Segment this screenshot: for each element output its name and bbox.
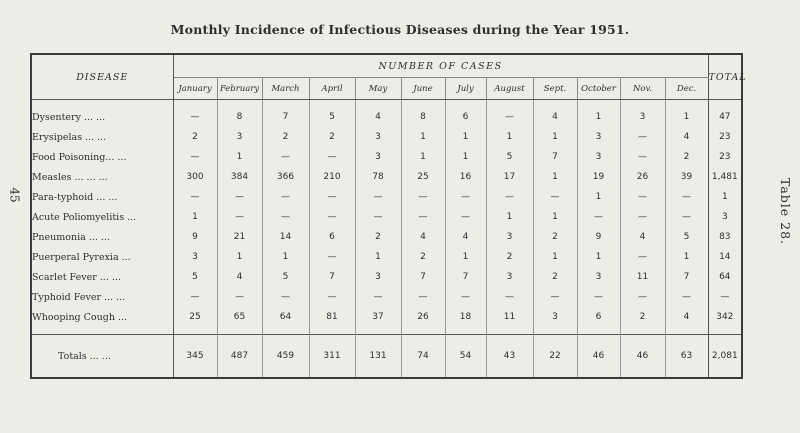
row-total-cell: 2,081 — [708, 335, 742, 379]
disease-name: Dysentery ... ... — [31, 107, 173, 127]
case-count-cell: 1 — [533, 247, 577, 267]
case-count-cell: 78 — [355, 167, 401, 187]
table-row — [31, 147, 742, 167]
case-count-cell: 1 — [401, 147, 445, 167]
case-count-cell: 2 — [309, 127, 355, 147]
row-total-cell: 1,481 — [708, 167, 742, 187]
case-count-cell: 3 — [620, 107, 665, 127]
case-count-cell: — — [401, 187, 445, 207]
infectious-diseases-table — [30, 53, 747, 379]
case-count-cell: — — [533, 287, 577, 307]
case-count-cell: 2 — [192, 132, 198, 142]
case-count-cell: 9 — [192, 232, 198, 242]
case-count-cell: 1 — [262, 247, 309, 267]
case-count-cell: 18 — [445, 307, 486, 327]
case-count-cell: 7 — [309, 267, 355, 287]
case-count-cell: — — [577, 287, 620, 307]
row-total-cell: 14 — [708, 247, 742, 267]
case-count-cell: 43 — [486, 335, 533, 379]
case-count-cell: — — [190, 292, 200, 302]
case-count-cell: 4 — [620, 227, 665, 247]
case-count-cell: 5 — [192, 272, 198, 282]
case-count-cell: — — [665, 187, 708, 207]
table-row — [31, 127, 742, 147]
month-header: June — [401, 78, 445, 100]
case-count-cell: 21 — [217, 227, 262, 247]
table-row — [31, 247, 742, 267]
disease-name: Food Poisoning... ... — [31, 147, 173, 167]
case-count-cell: — — [620, 287, 665, 307]
disease-name: Scarlet Fever ... ... — [31, 267, 173, 287]
row-total-cell: 1 — [708, 187, 742, 207]
case-count-cell: 3 — [577, 267, 620, 287]
case-count-cell: 3 — [217, 127, 262, 147]
case-count-cell: 19 — [577, 167, 620, 187]
case-count-cell: — — [217, 287, 262, 307]
case-count-cell: 1 — [486, 207, 533, 227]
case-count-cell: 7 — [445, 267, 486, 287]
case-count-cell: — — [309, 187, 355, 207]
case-count-cell: 1 — [401, 127, 445, 147]
case-count-cell: 345 — [173, 335, 217, 379]
totals-row — [31, 335, 742, 379]
month-header: April — [309, 78, 355, 100]
case-count-cell: 4 — [401, 227, 445, 247]
page-title: Monthly Incidence of Infectious Diseases during the Year 1951. — [170, 22, 630, 37]
disease-name: Para-typhoid ... ... — [31, 187, 173, 207]
case-count-cell: — — [217, 207, 262, 227]
month-header: Nov. — [620, 78, 665, 100]
table-row — [31, 207, 742, 227]
month-header: March — [262, 78, 309, 100]
case-count-cell: 311 — [309, 335, 355, 379]
case-count-cell: 63 — [665, 335, 708, 379]
row-total-cell: 23 — [708, 127, 742, 147]
case-count-cell: — — [445, 287, 486, 307]
case-count-cell: 1 — [486, 127, 533, 147]
table-row — [31, 187, 742, 207]
case-count-cell: 64 — [262, 307, 309, 327]
case-count-cell: 26 — [620, 167, 665, 187]
case-count-cell: 14 — [262, 227, 309, 247]
case-count-cell: 11 — [620, 267, 665, 287]
case-count-cell: — — [355, 187, 401, 207]
row-total-cell: — — [708, 287, 742, 307]
case-count-cell: — — [620, 207, 665, 227]
disease-column-header: DISEASE — [31, 54, 173, 100]
case-count-cell: 1 — [533, 127, 577, 147]
case-count-cell: 1 — [445, 247, 486, 267]
case-count-cell: 210 — [309, 167, 355, 187]
case-count-cell: — — [445, 207, 486, 227]
case-count-cell: 1 — [445, 127, 486, 147]
case-count-cell: 37 — [355, 307, 401, 327]
case-count-cell: 22 — [533, 335, 577, 379]
month-header: October — [577, 78, 620, 100]
case-count-cell: 1 — [192, 212, 198, 222]
case-count-cell: — — [355, 207, 401, 227]
row-total-cell: 47 — [708, 107, 742, 127]
spacer-row — [31, 100, 742, 108]
case-count-cell: 1 — [665, 107, 708, 127]
case-count-cell: 54 — [445, 335, 486, 379]
case-count-cell: 46 — [620, 335, 665, 379]
case-count-cell: 1 — [533, 207, 577, 227]
case-count-cell: 3 — [486, 267, 533, 287]
case-count-cell: 5 — [309, 107, 355, 127]
case-count-cell: 2 — [262, 127, 309, 147]
case-count-cell: 366 — [262, 167, 309, 187]
case-count-cell: 4 — [355, 107, 401, 127]
case-count-cell: — — [486, 287, 533, 307]
case-count-cell: 46 — [577, 335, 620, 379]
case-count-cell: 3 — [533, 307, 577, 327]
row-total-cell: 83 — [708, 227, 742, 247]
case-count-cell: 131 — [355, 335, 401, 379]
case-count-cell: — — [309, 247, 355, 267]
case-count-cell: — — [620, 247, 665, 267]
case-count-cell: — — [262, 287, 309, 307]
case-count-cell: 17 — [486, 167, 533, 187]
month-header: Dec. — [665, 78, 708, 100]
case-count-cell: — — [262, 207, 309, 227]
table-row — [31, 227, 742, 247]
case-count-cell: 1 — [217, 247, 262, 267]
case-count-cell: 2 — [533, 267, 577, 287]
disease-name: Pneumonia ... ... — [31, 227, 173, 247]
case-count-cell: 9 — [577, 227, 620, 247]
case-count-cell: — — [190, 112, 200, 122]
case-count-cell: 4 — [445, 227, 486, 247]
row-total-cell: 64 — [708, 267, 742, 287]
disease-name: Typhoid Fever ... ... — [31, 287, 173, 307]
month-header: May — [355, 78, 401, 100]
total-column-header: TOTAL — [708, 54, 742, 100]
case-count-cell: — — [355, 287, 401, 307]
case-count-cell: 7 — [401, 267, 445, 287]
case-count-cell: 3 — [577, 127, 620, 147]
case-count-cell: 4 — [533, 107, 577, 127]
case-count-cell: 5 — [486, 147, 533, 167]
case-count-cell: — — [262, 147, 309, 167]
case-count-cell: 2 — [665, 147, 708, 167]
case-count-cell: — — [190, 152, 200, 162]
case-count-cell: — — [620, 187, 665, 207]
case-count-cell: 3 — [355, 127, 401, 147]
month-header: Sept. — [533, 78, 577, 100]
case-count-cell: — — [577, 207, 620, 227]
month-header: August — [486, 78, 533, 100]
table-row — [31, 307, 742, 327]
case-count-cell: — — [309, 207, 355, 227]
case-count-cell: 81 — [309, 307, 355, 327]
case-count-cell: 39 — [665, 167, 708, 187]
case-count-cell: 2 — [620, 307, 665, 327]
case-count-cell: 6 — [309, 227, 355, 247]
row-total-cell: 3 — [708, 207, 742, 227]
case-count-cell: 65 — [217, 307, 262, 327]
case-count-cell: 25 — [401, 167, 445, 187]
case-count-cell: 5 — [665, 227, 708, 247]
table-row — [31, 107, 742, 127]
case-count-cell: 1 — [577, 247, 620, 267]
case-count-cell: 8 — [401, 107, 445, 127]
case-count-cell: 1 — [445, 147, 486, 167]
case-count-cell: 7 — [262, 107, 309, 127]
month-header: January — [173, 78, 217, 100]
case-count-cell: 74 — [401, 335, 445, 379]
case-count-cell: 2 — [355, 227, 401, 247]
case-count-cell: — — [533, 187, 577, 207]
case-count-cell: 459 — [262, 335, 309, 379]
case-count-cell: 487 — [217, 335, 262, 379]
case-count-cell: — — [665, 287, 708, 307]
month-header: February — [217, 78, 262, 100]
case-count-cell: 26 — [401, 307, 445, 327]
number-of-cases-header: NUMBER OF CASES — [173, 54, 708, 78]
table-row — [31, 287, 742, 307]
case-count-cell: 3 — [355, 267, 401, 287]
case-count-cell: 1 — [217, 147, 262, 167]
case-count-cell: 384 — [217, 167, 262, 187]
case-count-cell: 3 — [355, 147, 401, 167]
case-count-cell: 2 — [533, 227, 577, 247]
case-count-cell: 3 — [486, 227, 533, 247]
case-count-cell: 7 — [665, 267, 708, 287]
case-count-cell: 2 — [486, 247, 533, 267]
case-count-cell: 300 — [186, 172, 204, 182]
case-count-cell: — — [309, 287, 355, 307]
case-count-cell: — — [401, 287, 445, 307]
case-count-cell: 25 — [189, 312, 201, 322]
case-count-cell: — — [665, 207, 708, 227]
case-count-cell: — — [445, 187, 486, 207]
case-count-cell: 6 — [445, 107, 486, 127]
table-row — [31, 267, 742, 287]
page-number: 45 — [7, 187, 22, 203]
case-count-cell: 4 — [665, 127, 708, 147]
case-count-cell: — — [262, 187, 309, 207]
case-count-cell: 1 — [577, 187, 620, 207]
case-count-cell: 3 — [192, 252, 198, 262]
case-count-cell: 7 — [533, 147, 577, 167]
spacer-row — [31, 327, 742, 335]
case-count-cell: — — [486, 107, 533, 127]
disease-name: Measles ... ... ... — [31, 167, 173, 187]
case-count-cell: 3 — [577, 147, 620, 167]
disease-name: Totals ... ... — [31, 335, 173, 379]
case-count-cell: 1 — [577, 107, 620, 127]
case-count-cell: — — [217, 187, 262, 207]
case-count-cell: — — [486, 187, 533, 207]
case-count-cell: — — [401, 207, 445, 227]
case-count-cell: 1 — [355, 247, 401, 267]
case-count-cell: — — [620, 127, 665, 147]
case-count-cell: 4 — [217, 267, 262, 287]
case-count-cell: 6 — [577, 307, 620, 327]
case-count-cell: 4 — [665, 307, 708, 327]
disease-name: Puerperal Pyrexia ... — [31, 247, 173, 267]
disease-name: Whooping Cough ... — [31, 307, 173, 327]
case-count-cell: — — [620, 147, 665, 167]
case-count-cell: 16 — [445, 167, 486, 187]
case-count-cell: 5 — [262, 267, 309, 287]
case-count-cell: 1 — [533, 167, 577, 187]
case-count-cell: — — [309, 147, 355, 167]
case-count-cell: 8 — [217, 107, 262, 127]
case-count-cell: 2 — [401, 247, 445, 267]
disease-name: Acute Poliomyelitis ... — [31, 207, 173, 227]
disease-name: Erysipelas ... ... — [31, 127, 173, 147]
case-count-cell: 1 — [665, 247, 708, 267]
row-total-cell: 342 — [708, 307, 742, 327]
table-number-label: Table 28. — [778, 177, 794, 246]
month-header: July — [445, 78, 486, 100]
table-row — [31, 167, 742, 187]
case-count-cell: 11 — [486, 307, 533, 327]
case-count-cell: — — [190, 192, 200, 202]
table-body — [31, 100, 742, 379]
row-total-cell: 23 — [708, 147, 742, 167]
